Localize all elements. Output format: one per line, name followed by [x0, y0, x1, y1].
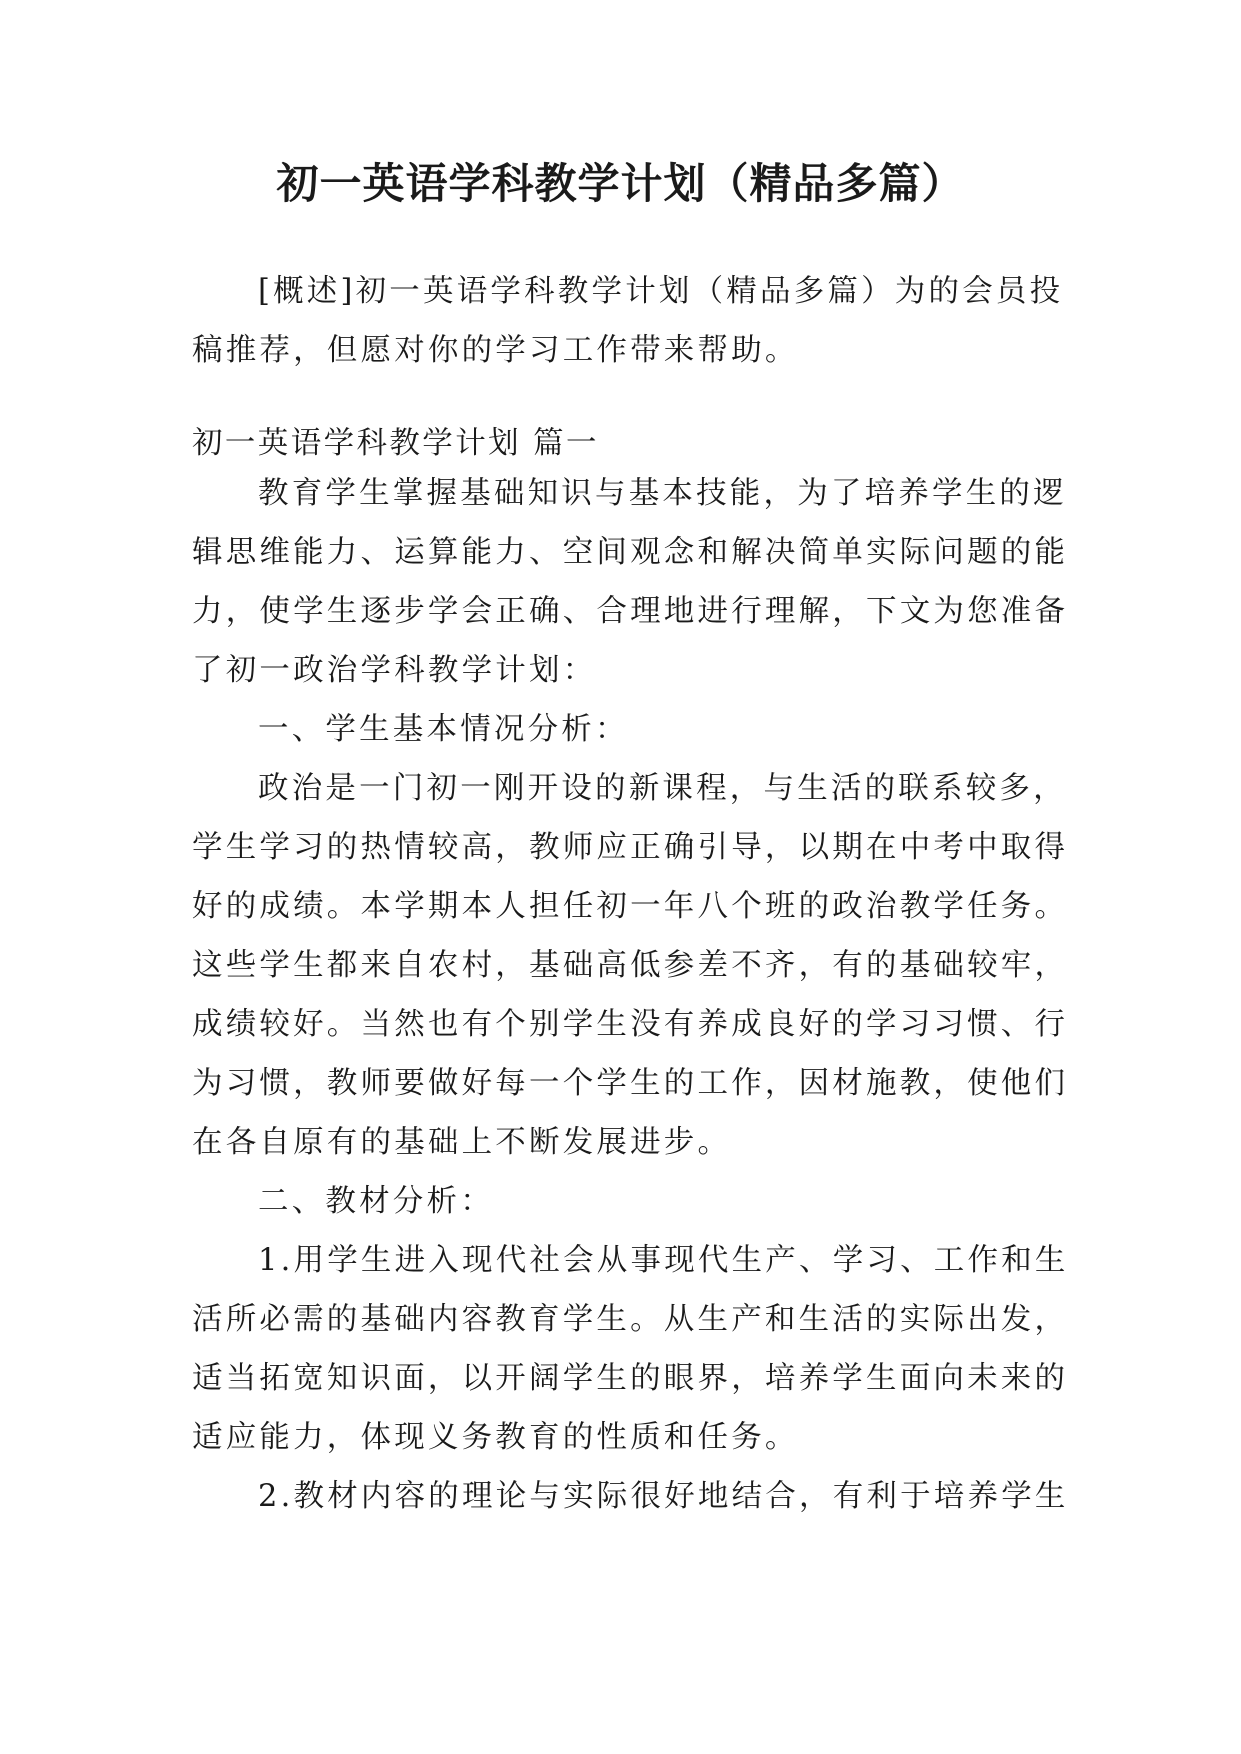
- paragraph-1: [192, 464, 1069, 700]
- paragraph-4: [192, 1467, 1069, 1526]
- paragraph-line: 在各自原有的基础上不断发展进步。: [192, 1125, 732, 1160]
- paragraph-2: [192, 759, 1069, 1172]
- paragraph-3: [192, 1231, 1069, 1467]
- paragraph-line: 适应能力，体现义务教育的性质和任务。: [192, 1420, 799, 1455]
- paragraph-line: 学生学习的热情较高，教师应正确引导，以期在中考中取得: [192, 830, 1069, 865]
- heading-line: 一、学生基本情况分析：: [258, 712, 629, 747]
- document-title: 初一英语学科教学计划（精品多篇）: [276, 159, 965, 208]
- paragraph-line: 2.教材内容的理论与实际很好地结合，有利于培养学生: [258, 1479, 1069, 1514]
- paragraph-line: 了初一政治学科教学计划：: [192, 653, 597, 688]
- paragraph-line: 成绩较好。当然也有个别学生没有养成良好的学习习惯、行: [192, 1007, 1069, 1042]
- paragraph-line: 力，使学生逐步学会正确、合理地进行理解，下文为您准备: [192, 594, 1069, 629]
- paragraph-line: 为习惯，教师要做好每一个学生的工作，因材施教，使他们: [192, 1066, 1069, 1101]
- paragraph-line: 教育学生掌握基础知识与基本技能，为了培养学生的逻: [258, 476, 1067, 511]
- summary-paragraph: [192, 262, 1064, 380]
- heading-student-analysis: [192, 700, 1052, 759]
- paragraph-line: 适当拓宽知识面，以开阔学生的眼界，培养学生面向未来的: [192, 1361, 1069, 1396]
- paragraph-line: 活所必需的基础内容教育学生。从生产和生活的实际出发，: [192, 1302, 1069, 1337]
- heading-line: 二、教材分析：: [258, 1184, 494, 1219]
- paragraph-line: 这些学生都来自农村，基础高低参差不齐，有的基础较牢，: [192, 948, 1069, 983]
- paragraph-line: 1.用学生进入现代社会从事现代生产、学习、工作和生: [258, 1243, 1069, 1278]
- paragraph-line: 政治是一门初一刚开设的新课程，与生活的联系较多，: [258, 771, 1067, 806]
- paragraph-line: 辑思维能力、运算能力、空间观念和解决简单实际问题的能: [192, 535, 1069, 570]
- heading-textbook-analysis: [192, 1172, 1052, 1231]
- summary-line-1: [概述]初一英语学科教学计划（精品多篇）为的会员投: [258, 274, 1064, 309]
- paragraph-line: 好的成绩。本学期本人担任初一年八个班的政治教学任务。: [192, 889, 1069, 924]
- section-heading-text: 初一英语学科教学计划 篇一: [192, 426, 599, 461]
- summary-line-2: 稿推荐，但愿对你的学习工作带来帮助。: [192, 333, 799, 368]
